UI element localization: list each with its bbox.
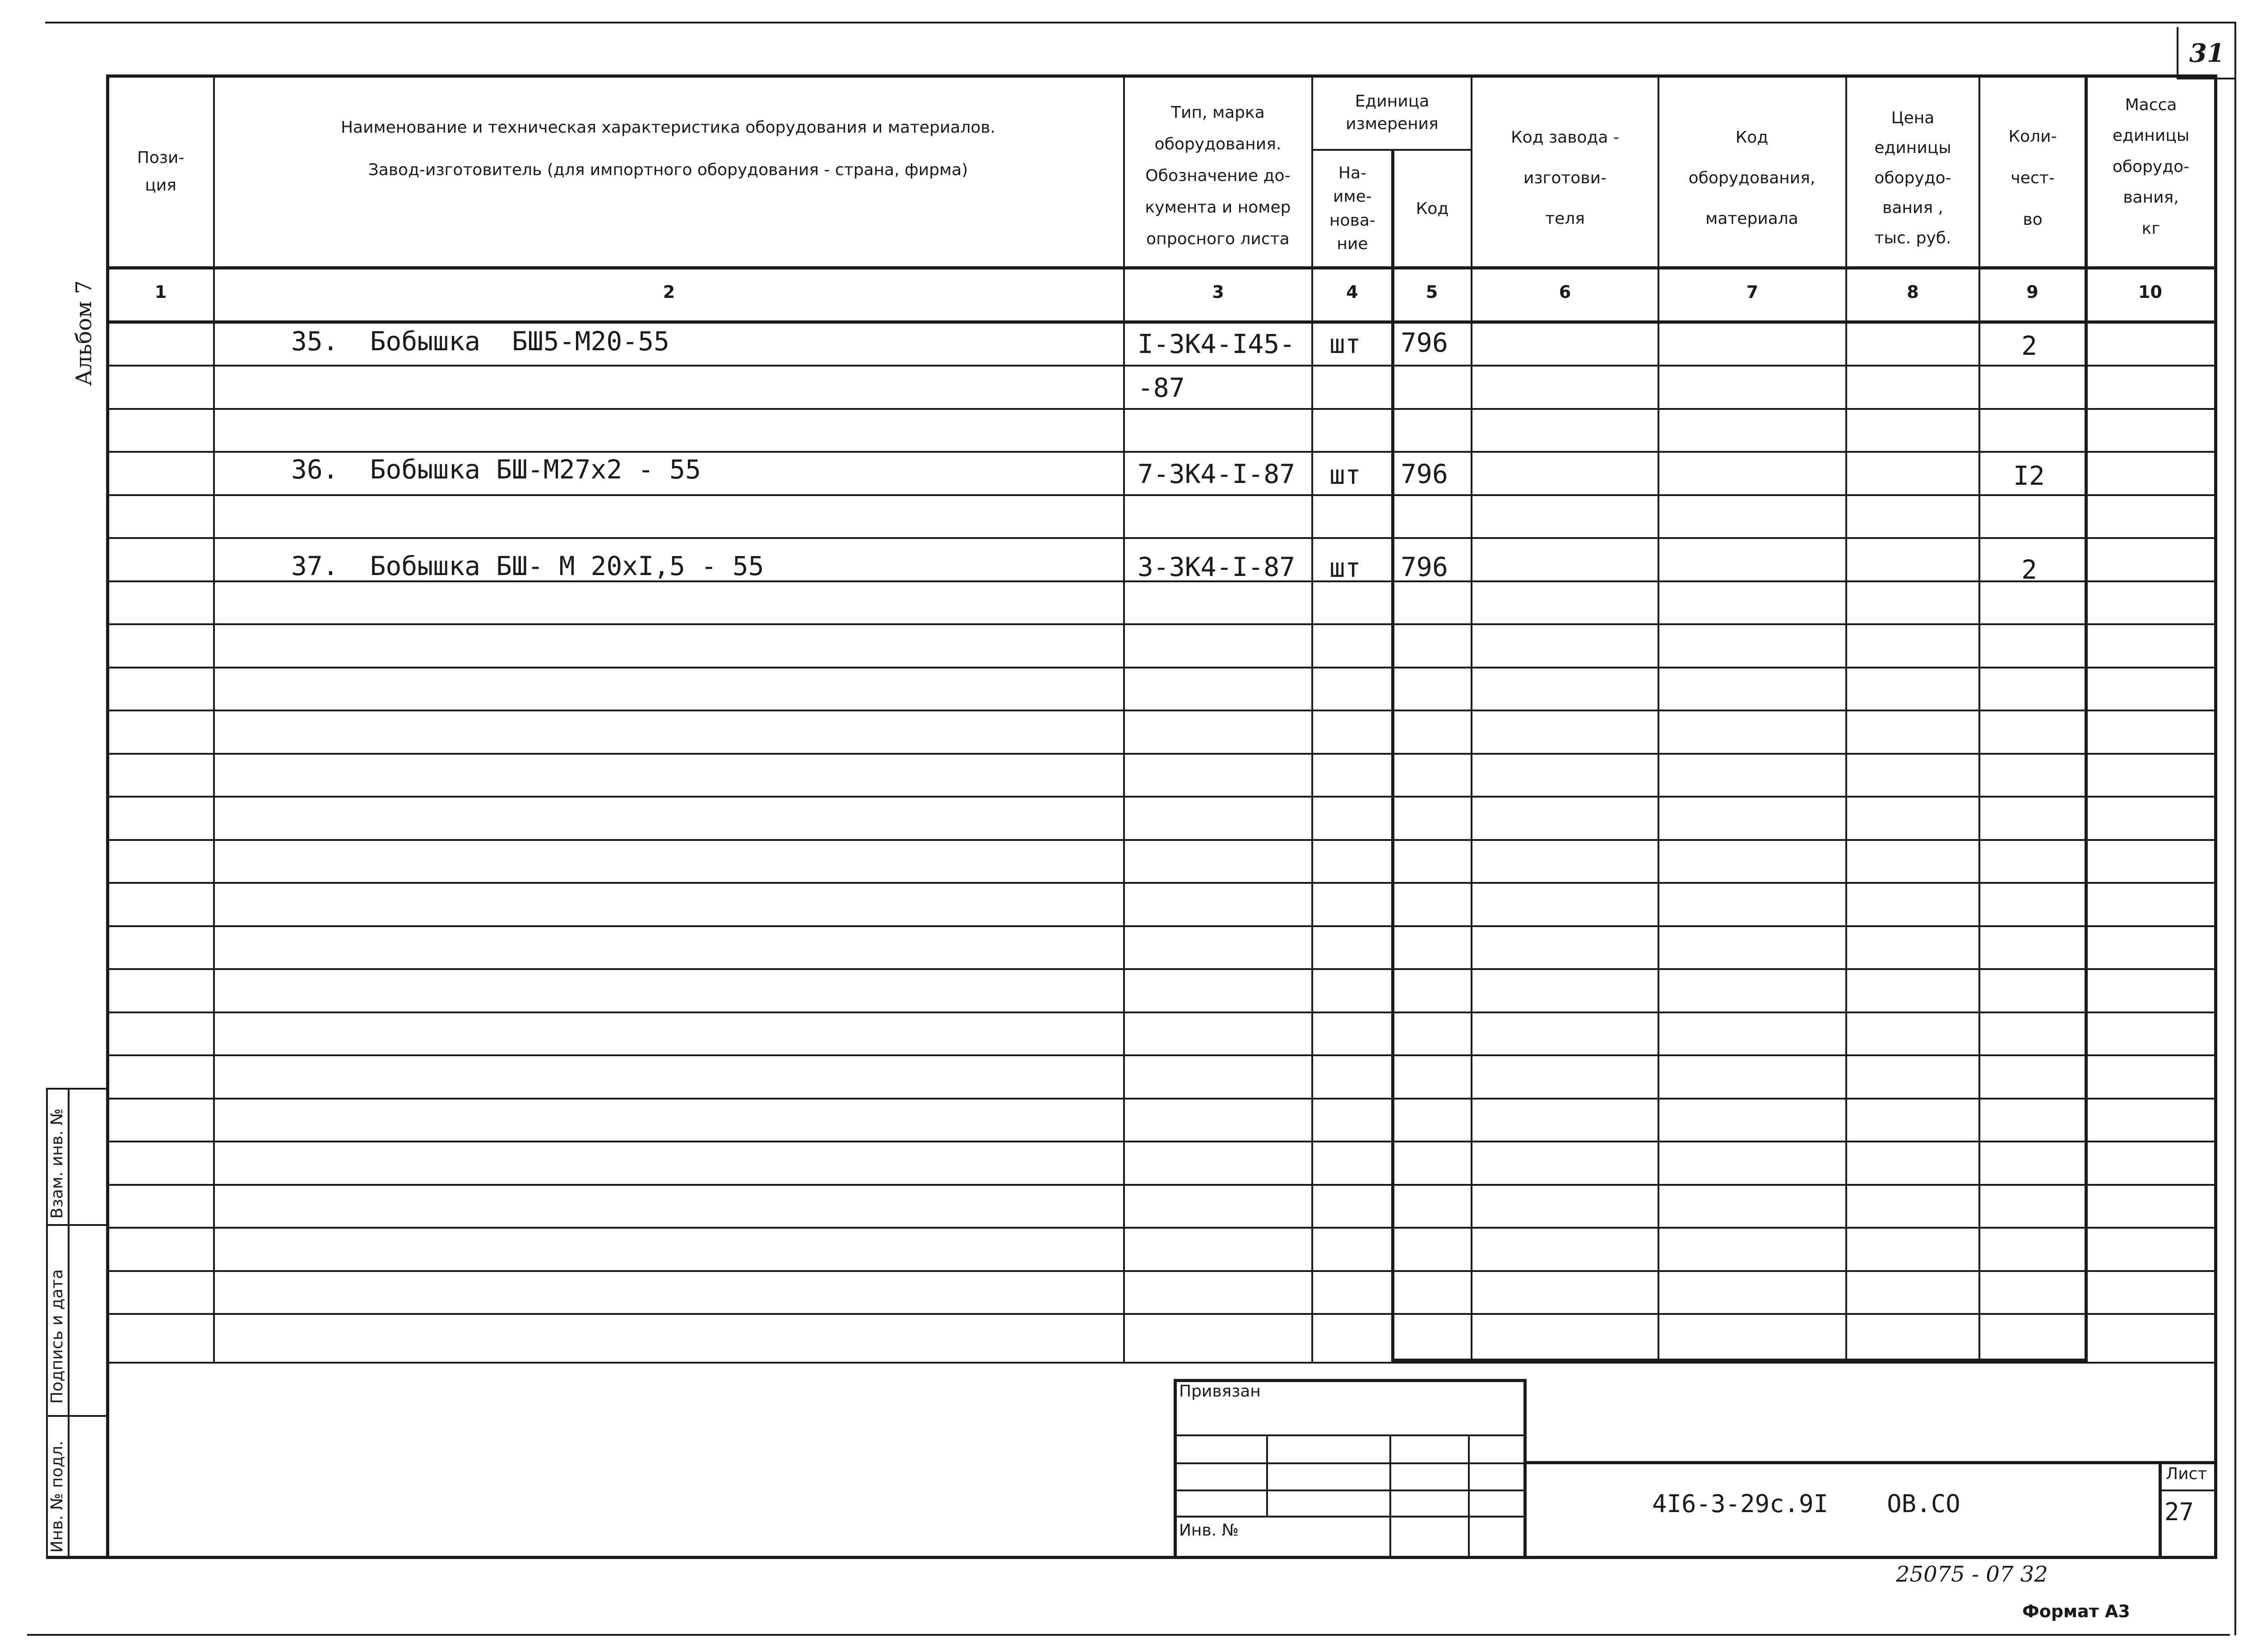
row-36-name: 36. Бобышка БШ-М27х2 - 55 xyxy=(291,454,701,485)
col-div-1 xyxy=(213,74,215,1362)
header-unit-name-line2: име- xyxy=(1333,187,1372,206)
row-line xyxy=(106,882,2215,884)
sheet-id: 25075 - 07 32 xyxy=(1896,1562,2048,1587)
body-bottom xyxy=(106,1362,2215,1364)
header-unit-line1: Единица xyxy=(1355,92,1430,111)
unit-subheader-line xyxy=(1311,149,1471,151)
table-top xyxy=(106,74,2215,78)
column-number-4: 4 xyxy=(1346,282,1358,302)
row-line xyxy=(106,365,2215,367)
row-37-doc: 3-3К4-I-87 xyxy=(1138,552,1296,582)
header-unit-name xyxy=(1314,151,1391,266)
header-bottom xyxy=(106,266,2215,269)
column-number-3: 3 xyxy=(1212,282,1224,302)
header-factory-code-line2: изготови- xyxy=(1523,169,1607,187)
row-37-name: 37. Бобышка БШ- М 20хI,5 - 55 xyxy=(291,551,764,581)
col-div-7 xyxy=(1845,74,1847,1362)
row-line xyxy=(106,1141,2215,1142)
header-price xyxy=(1847,90,1978,266)
row-36-unit: шт xyxy=(1329,459,1361,490)
header-unit-name-line3: нова- xyxy=(1329,211,1375,230)
stamp-inv: Инв. № подл. xyxy=(48,1440,66,1553)
row-35-unit: шт xyxy=(1329,329,1361,359)
column-number-9: 9 xyxy=(2026,282,2039,302)
stamp-vzam: Взам. инв. № xyxy=(48,1108,66,1219)
row-line xyxy=(106,968,2215,970)
page-number-box-left xyxy=(2177,27,2178,78)
stamp-div-1 xyxy=(46,1224,107,1226)
column-number-7: 7 xyxy=(1746,282,1759,302)
header-position-line2: ция xyxy=(145,176,176,195)
row-line xyxy=(106,1098,2215,1100)
header-price-line4: вания , xyxy=(1882,199,1943,218)
row-line xyxy=(106,839,2215,841)
header-price-line2: единицы xyxy=(1874,139,1951,158)
header-type-line2: оборудования. xyxy=(1154,135,1282,153)
header-name xyxy=(217,95,1119,203)
colnum-bottom xyxy=(106,320,2215,324)
header-mass-line1: Масса xyxy=(2125,96,2177,115)
row-35-doc-line1: I-3К4-I45- xyxy=(1138,329,1296,359)
row-line xyxy=(106,623,2215,625)
header-quantity-line3: во xyxy=(2023,210,2043,229)
row-line xyxy=(106,796,2215,798)
titleblock-left xyxy=(1174,1379,1177,1557)
sheet-box-mid xyxy=(2159,1490,2215,1491)
column-number-10: 10 xyxy=(2138,282,2162,302)
row-line xyxy=(106,1313,2215,1315)
header-price-line5: тыс. руб. xyxy=(1874,228,1951,247)
page-number: 31 xyxy=(2189,38,2224,68)
table-right xyxy=(2214,74,2217,1557)
inv-no-label: Инв. № xyxy=(1179,1521,1239,1540)
header-name-line2: Завод-изготовитель (для импортного оборудования - страна, фирма) xyxy=(368,161,968,179)
row-36-doc: 7-3К4-I-87 xyxy=(1138,459,1296,489)
col-div-6 xyxy=(1658,74,1659,1362)
col-div-4 xyxy=(1391,149,1394,1362)
header-mass-line5: кг xyxy=(2141,219,2160,238)
titleblock-row-1 xyxy=(1174,1434,1526,1436)
header-type-line5: опросного листа xyxy=(1146,230,1290,249)
header-unit-name-line4: ние xyxy=(1337,234,1368,253)
header-unit-name-line1: На- xyxy=(1338,164,1367,183)
row-line xyxy=(106,1227,2215,1229)
col-div-8 xyxy=(1978,74,1980,1362)
designation-top xyxy=(1523,1461,2216,1464)
col-div-9 xyxy=(2085,74,2088,1362)
row-line xyxy=(106,1012,2215,1013)
header-position-line1: Пози- xyxy=(137,148,185,167)
titleblock-row-3 xyxy=(1174,1490,1526,1491)
column-number-6: 6 xyxy=(1559,282,1571,302)
stamp-top xyxy=(46,1088,107,1090)
header-type xyxy=(1125,88,1310,264)
header-mass-line2: единицы xyxy=(2112,126,2190,145)
format-label: Формат А3 xyxy=(2022,1601,2130,1621)
row-37-unit: шт xyxy=(1329,552,1361,583)
top-border xyxy=(45,22,2234,23)
titleblock-col-1 xyxy=(1266,1434,1268,1517)
row-35-name: 35. Бобышка БШ5-М20-55 xyxy=(291,326,670,357)
header-unit-line2: измерения xyxy=(1346,115,1439,133)
sheet-label: Лист xyxy=(2166,1465,2207,1483)
table-bottom xyxy=(46,1556,2217,1559)
row-36-qty: I2 xyxy=(2013,460,2045,491)
row-35-code: 796 xyxy=(1401,327,1448,358)
header-equipment-code-line1: Код xyxy=(1735,128,1769,147)
row-line xyxy=(106,753,2215,755)
titleblock-row-2 xyxy=(1174,1462,1526,1464)
column-number-5: 5 xyxy=(1426,282,1438,302)
row-line xyxy=(106,494,2215,496)
titleblock-row-4 xyxy=(1174,1516,1526,1517)
header-name-line1: Наименование и техническая характеристика оборудования и материалов. xyxy=(340,118,996,137)
row-line xyxy=(106,408,2215,410)
page-number-box-bottom xyxy=(2177,78,2235,79)
header-quantity-line2: чест- xyxy=(2011,169,2055,188)
header-type-line1: Тип, марка xyxy=(1171,103,1265,122)
header-type-line4: кумента и номер xyxy=(1145,198,1291,217)
album-label: Альбом 7 xyxy=(71,280,97,386)
header-mass-line4: вания, xyxy=(2123,188,2179,207)
row-line xyxy=(106,710,2215,711)
row-35-qty: 2 xyxy=(2021,330,2037,361)
row-line xyxy=(106,925,2215,927)
fields-bottom xyxy=(1391,1359,2086,1362)
right-border xyxy=(2234,22,2236,1635)
privyazan-label: Привязан xyxy=(1179,1382,1261,1401)
header-unit-group xyxy=(1314,81,1471,144)
header-mass xyxy=(2088,81,2214,253)
stamp-podpis: Подпись и дата xyxy=(48,1269,66,1404)
col-div-2 xyxy=(1123,74,1125,1362)
bottom-border xyxy=(27,1634,2230,1636)
header-factory-code-line3: теля xyxy=(1545,209,1585,228)
header-unit-code-text: Код xyxy=(1416,199,1449,218)
titleblock-right xyxy=(1523,1379,1527,1557)
header-equipment-code-line3: материала xyxy=(1705,209,1798,228)
row-line xyxy=(106,1184,2215,1186)
column-number-8: 8 xyxy=(1907,282,1919,302)
header-type-line3: Обозначение до- xyxy=(1145,166,1291,185)
row-line xyxy=(106,451,2215,453)
row-line xyxy=(106,1270,2215,1272)
header-factory-code-line1: Код завода - xyxy=(1511,128,1619,147)
row-37-qty: 2 xyxy=(2021,554,2037,585)
row-line xyxy=(106,1054,2215,1056)
stamp-col-inner xyxy=(68,1088,70,1557)
row-line xyxy=(106,667,2215,668)
header-position xyxy=(108,77,213,266)
sheet-box-left xyxy=(2159,1461,2162,1557)
header-quantity-line1: Коли- xyxy=(2008,127,2057,146)
col-div-3 xyxy=(1311,74,1313,1362)
header-price-line3: оборудо- xyxy=(1874,168,1951,187)
column-number-1: 1 xyxy=(154,282,167,302)
row-35-doc-line2: -87 xyxy=(1138,372,1185,403)
row-line xyxy=(106,537,2215,539)
sheet-number: 27 xyxy=(2164,1498,2194,1526)
header-mass-line3: оборудо- xyxy=(2112,157,2190,176)
titleblock-top xyxy=(1174,1379,1526,1382)
titleblock-col-2 xyxy=(1389,1434,1391,1557)
titleblock-col-3 xyxy=(1468,1434,1470,1557)
header-quantity xyxy=(1981,90,2085,266)
header-unit-code xyxy=(1394,151,1471,266)
header-equipment-code xyxy=(1659,90,1844,266)
col-div-5 xyxy=(1471,74,1472,1362)
designation: 4I6-3-29с.9I ОВ.СО xyxy=(1652,1490,1960,1518)
header-factory-code xyxy=(1472,90,1658,266)
row-36-code: 796 xyxy=(1401,459,1448,489)
row-37-code: 796 xyxy=(1401,552,1448,582)
column-number-2: 2 xyxy=(663,282,675,302)
header-equipment-code-line2: оборудования, xyxy=(1688,169,1816,187)
header-price-line1: Цена xyxy=(1891,108,1935,127)
stamp-div-2 xyxy=(46,1415,107,1417)
